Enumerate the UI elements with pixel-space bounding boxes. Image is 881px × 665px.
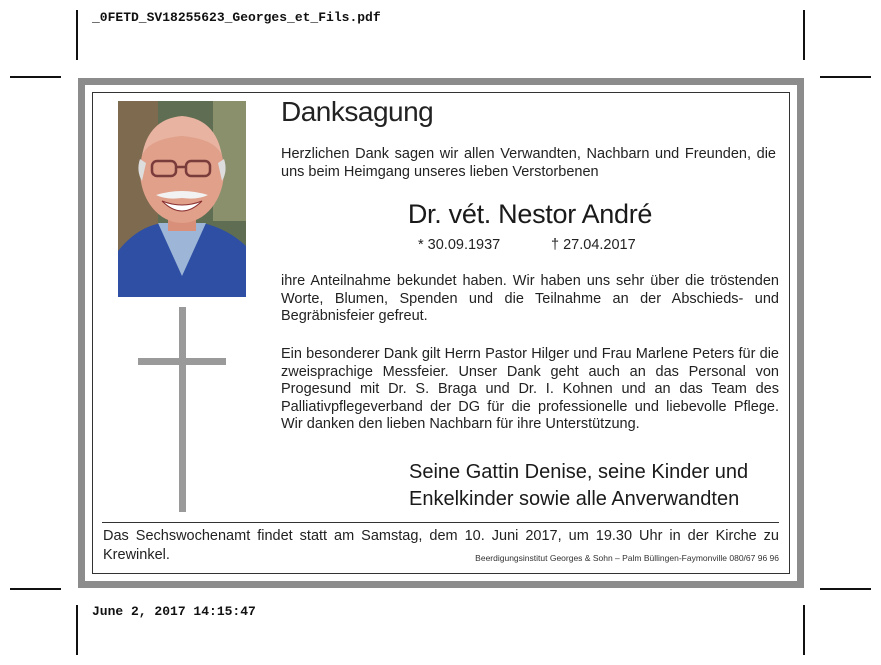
crop-mark-top-right-horizontal — [820, 76, 871, 78]
crop-mark-bottom-left-horizontal — [10, 588, 61, 590]
special-thanks-paragraph: Ein besonderer Dank gilt Herrn Pastor Hilger und Frau Marlene Peters für die zweisprachige Messfeier. Unser Dank geht auch an das Personal von Progesund mit Dr. S. Braga und Dr. I. Kohnen und an das Team des Palliativpflegeverband der DG für die professionelle und liebevolle Pflege. Wir danken den lieben Nachbarn für ihre Unterstützung. — [281, 346, 779, 432]
divider-line — [102, 522, 779, 523]
thanks-paragraph: ihre Anteilnahme bekundet haben. Wir haben uns sehr über die tröstenden Worte, Blumen, Spenden und die Teilnahme an der Abschieds- und Begräbnisfeier gefreut. — [281, 273, 779, 324]
cross-symbol-horizontal — [138, 358, 226, 365]
mass-notice: Das Sechswochenamt findet statt am Samstag, dem 10. Juni 2017, um 19.30 Uhr in der Kirche zu Krewinkel. — [103, 528, 779, 563]
signature-block — [409, 459, 789, 513]
portrait-photo — [118, 101, 246, 297]
crop-mark-bottom-right-horizontal — [820, 588, 871, 590]
notice-heading: Danksagung — [281, 96, 434, 127]
crop-mark-top-left-vertical — [76, 10, 78, 60]
birth-date: * 30.09.1937 — [418, 237, 501, 253]
signature-line-1: Seine Gattin Denise, seine Kinder und — [409, 461, 749, 483]
crop-mark-bottom-left-vertical — [76, 605, 78, 655]
cross-symbol-vertical — [179, 307, 186, 512]
crop-mark-bottom-right-vertical — [803, 605, 805, 655]
signature-line-2: Enkelkinder sowie alle Anverwandten — [409, 488, 740, 510]
intro-paragraph: Herzlichen Dank sagen wir allen Verwandten, Nachbarn und Freunden, die uns beim Heimgang unseres lieben Verstorbenen — [281, 146, 776, 180]
undertaker-credit: Beerdigungsinstitut Georges & Sohn – Palm Büllingen-Faymonville 080/67 96 96 — [475, 553, 779, 563]
deceased-name: Dr. vét. Nestor André — [407, 199, 653, 229]
document-filename: _0FETD_SV18255623_Georges_et_Fils.pdf — [92, 10, 381, 25]
crop-mark-top-left-horizontal — [10, 76, 61, 78]
crop-mark-top-right-vertical — [803, 10, 805, 60]
print-timestamp: June 2, 2017 14:15:47 — [92, 604, 256, 619]
death-date: † 27.04.2017 — [551, 237, 636, 253]
